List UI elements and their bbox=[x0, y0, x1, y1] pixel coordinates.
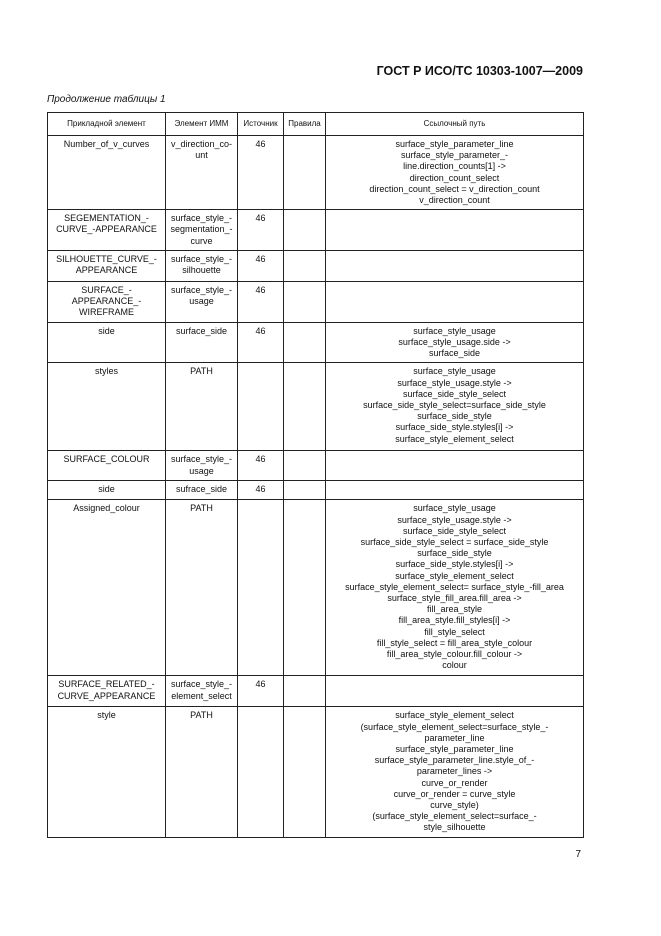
cell-source: 46 bbox=[238, 322, 284, 363]
reference-path-line: surface_side_style_select=surface_side_style bbox=[363, 400, 546, 411]
cell-source: 46 bbox=[238, 210, 284, 251]
page-number: 7 bbox=[575, 849, 581, 860]
cell-reference-path bbox=[326, 707, 584, 837]
reference-path-line: v_direction_count bbox=[419, 195, 490, 206]
column-header-source: Источник bbox=[238, 113, 284, 136]
cell-source: 46 bbox=[238, 250, 284, 281]
reference-path-line: surface_style_parameter_line bbox=[395, 139, 514, 149]
reference-path-line: surface_side_style_select bbox=[402, 525, 507, 536]
cell-aim-element: surface_style_-usage bbox=[166, 451, 238, 481]
cell-rules bbox=[284, 451, 326, 481]
reference-path-line: fill_style_select bbox=[424, 626, 485, 637]
cell-app-element: styles bbox=[48, 363, 166, 451]
table-row bbox=[48, 707, 584, 837]
cell-aim-element: PATH bbox=[166, 363, 238, 451]
cell-rules bbox=[284, 322, 326, 363]
column-header-reference-path: Ссылочный путь bbox=[326, 113, 584, 136]
cell-reference-path bbox=[326, 322, 584, 363]
reference-path-line: colour bbox=[442, 660, 467, 671]
reference-path-line: curve_or_render bbox=[421, 777, 488, 788]
cell-reference-path bbox=[326, 281, 584, 322]
cell-rules bbox=[284, 481, 326, 500]
table-body bbox=[48, 136, 584, 838]
cell-rules bbox=[284, 363, 326, 451]
reference-path-line: surface_style_usage bbox=[413, 325, 496, 336]
cell-app-element: SEGEMENTATION_-CURVE_-APPEARANCE bbox=[48, 210, 166, 251]
mapping-table bbox=[47, 112, 584, 838]
cell-reference-path bbox=[326, 363, 584, 451]
reference-path-line: direction_count_select bbox=[409, 172, 500, 183]
table-row bbox=[48, 250, 584, 281]
cell-source: 46 bbox=[238, 676, 284, 707]
reference-path-line: surface_style_usage.style -> bbox=[397, 377, 512, 388]
reference-path-line: line.direction_counts[1] -> bbox=[403, 161, 506, 172]
reference-path-line: surface_side_style.styles[i] -> bbox=[395, 559, 514, 570]
reference-path-line: surface_side_style.styles[i] -> bbox=[395, 422, 514, 433]
table-row bbox=[48, 500, 584, 676]
reference-path-line: surface_style_parameter_- bbox=[400, 150, 509, 161]
cell-rules bbox=[284, 250, 326, 281]
cell-source: 46 bbox=[238, 451, 284, 481]
reference-path-line: surface_style_element_select bbox=[395, 433, 514, 444]
reference-path-line: surface_side bbox=[428, 348, 481, 359]
cell-aim-element: surface_style_-usage bbox=[166, 281, 238, 322]
column-header-rules: Правила bbox=[284, 113, 326, 136]
cell-reference-path bbox=[326, 481, 584, 500]
cell-rules bbox=[284, 281, 326, 322]
cell-rules bbox=[284, 707, 326, 837]
cell-source: 46 bbox=[238, 281, 284, 322]
reference-path-line: fill_area_style bbox=[426, 604, 483, 615]
cell-aim-element: surface_style_-element_select bbox=[166, 676, 238, 707]
cell-app-element: SILHOUETTE_CURVE_-APPEARANCE bbox=[48, 250, 166, 281]
table-row bbox=[48, 363, 584, 451]
reference-path-line: fill_area_style_colour.fill_colour -> bbox=[386, 649, 523, 660]
table-row bbox=[48, 322, 584, 363]
table-caption: Продолжение таблицы 1 bbox=[47, 94, 166, 105]
reference-path-line: surface_style_parameter_line.style_of_- bbox=[374, 755, 535, 766]
cell-aim-element: PATH bbox=[166, 500, 238, 676]
reference-path-line: fill_style_select = fill_area_style_colour bbox=[376, 637, 533, 648]
cell-source: 46 bbox=[238, 481, 284, 500]
cell-app-element: Number_of_v_curves bbox=[48, 136, 166, 210]
cell-aim-element: surface_style_-segmentation_-curve bbox=[166, 210, 238, 251]
cell-reference-path bbox=[326, 676, 584, 707]
reference-path-line: surface_style_element_select bbox=[395, 570, 514, 581]
reference-path-line: surface_style_usage bbox=[413, 366, 496, 377]
reference-path-line: fill_area_style.fill_styles[i] -> bbox=[398, 615, 511, 626]
cell-app-element: SURFACE_COLOUR bbox=[48, 451, 166, 481]
document-header: ГОСТ Р ИСО/ТС 10303-1007—2009 bbox=[376, 64, 583, 78]
cell-app-element: side bbox=[48, 322, 166, 363]
table-row bbox=[48, 481, 584, 500]
table-row bbox=[48, 210, 584, 251]
table-row bbox=[48, 676, 584, 707]
reference-path-line: surface_style_usage.side -> bbox=[398, 337, 511, 348]
cell-rules bbox=[284, 676, 326, 707]
reference-path-line: surface_style_usage bbox=[413, 503, 496, 514]
reference-path-line: curve_or_render = curve_style bbox=[393, 788, 516, 799]
cell-aim-element: v_direction_co-unt bbox=[166, 136, 238, 210]
reference-path-line: (surface_style_element_select=surface_- bbox=[372, 811, 537, 822]
reference-path-line: surface_side_style bbox=[417, 548, 492, 559]
cell-app-element: SURFACE_-APPEARANCE_-WIREFRAME bbox=[48, 281, 166, 322]
cell-aim-element: PATH bbox=[166, 707, 238, 837]
cell-reference-path bbox=[326, 136, 584, 210]
cell-source: 46 bbox=[238, 136, 284, 210]
cell-reference-path bbox=[326, 250, 584, 281]
cell-source bbox=[238, 707, 284, 837]
table-header-row bbox=[48, 113, 584, 136]
cell-app-element: side bbox=[48, 481, 166, 500]
reference-path-line: curve_style) bbox=[430, 800, 479, 811]
reference-path-line: surface_style_element_select bbox=[395, 710, 514, 721]
reference-path-line: (surface_style_element_select=surface_style_- bbox=[360, 721, 549, 732]
reference-path-line: direction_count_select = v_direction_count bbox=[369, 183, 540, 194]
cell-aim-element: surface_style_-silhouette bbox=[166, 250, 238, 281]
reference-path-line: surface_side_style_select bbox=[402, 388, 507, 399]
reference-path-line: style_silhouette bbox=[423, 822, 486, 833]
cell-rules bbox=[284, 500, 326, 676]
cell-source bbox=[238, 363, 284, 451]
cell-rules bbox=[284, 136, 326, 210]
reference-path-line: surface_style_usage.style -> bbox=[397, 514, 512, 525]
cell-app-element: style bbox=[48, 707, 166, 837]
column-header-aim-element: Элемент ИММ bbox=[166, 113, 238, 136]
table-row bbox=[48, 281, 584, 322]
reference-path-line: parameter_lines -> bbox=[416, 766, 493, 777]
cell-rules bbox=[284, 210, 326, 251]
table-row bbox=[48, 451, 584, 481]
cell-aim-element: sufrace_side bbox=[166, 481, 238, 500]
reference-path-line: surface_side_style bbox=[417, 411, 492, 422]
cell-source bbox=[238, 500, 284, 676]
column-header-app-element: Прикладной элемент bbox=[48, 113, 166, 136]
reference-path-line: surface_style_fill_area.fill_area -> bbox=[387, 593, 522, 604]
cell-reference-path bbox=[326, 500, 584, 676]
cell-app-element: Assigned_colour bbox=[48, 500, 166, 676]
table-row bbox=[48, 136, 584, 210]
reference-path-line: parameter_line bbox=[424, 732, 485, 743]
reference-path-line: surface_style_element_select= surface_style_-fill_area bbox=[345, 581, 564, 592]
reference-path-line: surface_side_style_select = surface_side_style bbox=[360, 537, 549, 548]
cell-app-element: SURFACE_RELATED_-CURVE_APPEARANCE bbox=[48, 676, 166, 707]
reference-path-line: surface_style_parameter_line bbox=[395, 744, 514, 755]
cell-aim-element: surface_side bbox=[166, 322, 238, 363]
cell-reference-path bbox=[326, 451, 584, 481]
cell-reference-path bbox=[326, 210, 584, 251]
